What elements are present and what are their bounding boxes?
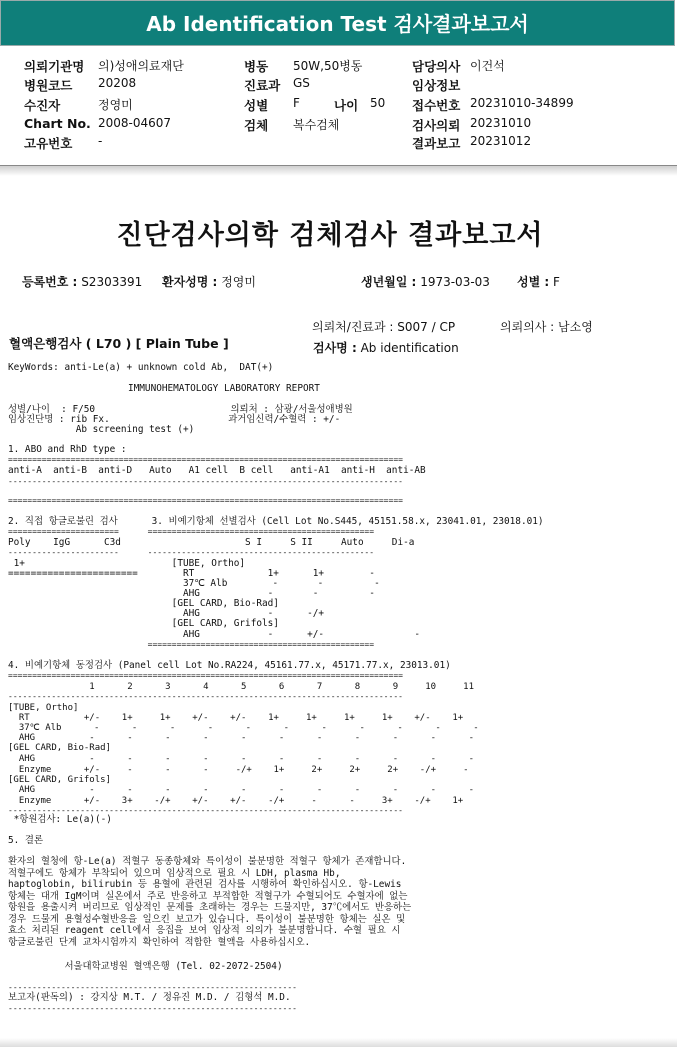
panel-row-10: Enzyme +/- 3+ -/+ +/- +/- -/+ - - 3+ -/+ 1+: [8, 796, 464, 806]
value-hospital-code: 20208: [98, 76, 137, 90]
panel-row-3: 37℃ Alb - - - - - - - - - - -: [8, 723, 479, 733]
value-requesting-doctor: 남소영: [558, 320, 593, 334]
blood-bank-title: 혈액은행검사 ( L70 ) [ Plain Tube ]: [9, 336, 229, 351]
section5-title: 5. 결론: [8, 835, 44, 846]
section4-rule-bottom: ----------------------------------------------------------------------------------: [8, 806, 403, 815]
panel-row-6: AHG - - - - - - - - - - -: [8, 754, 474, 764]
header-shadow: [0, 166, 677, 176]
section1-header: anti-A anti-B anti-D Auto A1 cell B cell anti-A1 anti-H anti-AB: [8, 465, 426, 476]
value-birth-date: 1973-03-03: [420, 275, 490, 289]
report-banner: Ab Identification Test 검사결과보고서: [0, 0, 675, 46]
value-examinee: 정영미: [98, 98, 133, 112]
value-registration-no: S2303391: [81, 275, 143, 289]
info-line-3: Ab screening test (+): [8, 424, 195, 435]
label-patient-name: 환자성명 :: [162, 275, 218, 289]
section23-header: Poly IgG C3d S I S II Auto Di-a: [8, 537, 415, 548]
section1-rule-mid: ----------------------------------------------------------------------------------: [8, 477, 403, 486]
label-unique-no: 고유번호: [24, 136, 73, 151]
section23-row-3: 37℃ Alb - - -: [8, 578, 380, 589]
panel-row-1: [TUBE, Ortho]: [8, 703, 79, 713]
antigen-test: *항원검사: Le(a)(-): [8, 814, 112, 825]
value-specimen: 복수검체: [293, 118, 340, 132]
section4-title: 4. 비예기항체 동정검사 (Panel cell Lot No.RA224, 45161.77.x, 45171.77.x, 23013.01): [8, 660, 451, 671]
section23-row-2: ======================= RT 1+ 1+ -: [8, 568, 375, 579]
section23-row-4: AHG - - -: [8, 588, 375, 599]
section23-eq: ======================= ===============================================: [8, 527, 375, 536]
section23-row-1: 1+ [TUBE, Ortho]: [8, 558, 246, 569]
panel-row-9: AHG - - - - - - - - - - -: [8, 785, 474, 795]
label-exam-name: 검사명 :: [313, 341, 357, 355]
value-receipt-no: 20231010-34899: [470, 96, 574, 110]
value-exam-name: Ab identification: [360, 341, 459, 355]
section23-dash: ----------------------- -----------------------------------------------: [8, 548, 375, 557]
section23-row-5: [GEL CARD, Bio-Rad]: [8, 598, 279, 609]
section23-title: 2. 직접 항글로불린 검사 3. 비예기항체 선별검사 (Cell Lot No.S445, 45151.58.x, 23041.01, 23018.01): [8, 516, 544, 527]
section23-row-7: [GEL CARD, Grifols]: [8, 618, 279, 629]
info-line-2: 임상진단명 : rib Fx. 과거임신력/수혈력 : +/-: [8, 414, 341, 425]
header-col1-row1: [24, 57, 84, 75]
panel-row-4: AHG - - - - - - - - - - -: [8, 733, 474, 743]
value-department: GS: [293, 76, 310, 90]
label-requesting-institution: 의뢰기관명: [24, 59, 85, 74]
panel-row-2: RT +/- 1+ 1+ +/- +/- 1+ 1+ 1+ 1+ +/- 1+: [8, 713, 464, 723]
section1-title: 1. ABO and RhD type :: [8, 444, 127, 455]
value-unique-no: -: [98, 134, 103, 148]
section23-row-6: AHG - -/+: [8, 608, 325, 619]
label-patient-sex: 성별 :: [517, 275, 550, 289]
value-dept-request: S007 / CP: [397, 320, 456, 334]
label-age: 나이: [334, 98, 359, 113]
label-receipt-no: 접수번호: [412, 98, 461, 113]
section4-rule-top: ==================================================================================: [8, 671, 403, 680]
value-age: 50: [370, 96, 386, 110]
section23-row-9: ===============================================: [8, 640, 375, 649]
section1-rule-bottom: ==================================================================================: [8, 496, 403, 505]
label-requesting-doctor: 의뢰의사 :: [500, 320, 559, 334]
label-specimen: 검체: [244, 118, 269, 133]
value-patient-name: 정영미: [221, 275, 256, 289]
value-request-date: 20231010: [470, 116, 532, 130]
label-sex: 성별: [244, 98, 269, 113]
section4-rule-mid: ----------------------------------------------------------------------------------: [8, 692, 403, 701]
info-line-1: 성별/나이 : F/50 의뢰처 : 삼광/서울성애병원: [8, 404, 353, 415]
conclusion-text: 환자의 혈청에 항-Le(a) 적혈구 동종항체와 특이성이 불분명한 적혈구 항체가 존재합니다. 적혈구에도 항체가 부착되어 있으며 임상적으로 필요 시 LDH, plasma Hb, haptoglobin, bilirubin 등 용혈에 관련된 검사를 시행하여 확인하십시오. 항-Lewis 항체는 대개 IgM이며 실온에서 주로 반응하고 부적합한 적혈구가 수혈되어도 수혈자에 없는 항원을 용출시켜 버리므로 임상적인 문제를 초래하는 경우는 드물지만, 37℃에서도 반응하는 경우 드물게 용혈성수혈반응을 일으킨 보고가 있습니다. 특이성이 불분명한 항체는 실온 및 효소 처리된 reagent cell에서 응집을 보여 임상적 의의가 불분명합니다. 수혈 필요 시 항글로불린 단계 교차시험까지 확인하여 적합한 혈액을 사용하십시오.: [8, 856, 412, 948]
panel-row-5: [GEL CARD, Bio-Rad]: [8, 743, 111, 753]
value-ward: 50W,50병동: [293, 59, 363, 73]
panel-row-8: [GEL CARD, Grifols]: [8, 775, 111, 785]
reporter-line: 보고자(판독의) : 강지상 M.T. / 정유진 M.D. / 김형석 M.D.: [8, 992, 291, 1003]
label-birth-date: 생년월일 :: [361, 275, 417, 289]
label-registration-no: 등록번호 :: [22, 275, 78, 289]
footer-rule-bottom: ------------------------------------------------------------: [8, 1004, 297, 1013]
value-patient-sex: F: [553, 275, 560, 289]
value-attending-doctor: 이건석: [470, 59, 505, 73]
label-attending-doctor: 담당의사: [412, 59, 461, 74]
value-requesting-institution: 의)성애의료재단: [98, 59, 184, 73]
keywords-line: KeyWords: anti-Le(a) + unknown cold Ab, DAT(+): [8, 362, 274, 373]
label-request-date: 검사의뢰: [412, 118, 461, 133]
value-chart-no: 2008-04607: [98, 116, 172, 130]
label-dept-request: 의뢰처/진료과 :: [312, 320, 398, 334]
bottom-edge: [0, 1038, 677, 1047]
label-examinee: 수진자: [24, 98, 61, 113]
section23-row-8: AHG - +/- -: [8, 629, 421, 640]
label-chart-no: Chart No.: [24, 116, 91, 131]
document-title: 진단검사의학 검체검사 결과보고서: [116, 220, 544, 251]
label-report-date: 결과보고: [412, 136, 461, 151]
label-department: 진료과: [244, 78, 281, 93]
lab-report-title: IMMUNOHEMATOLOGY LABORATORY REPORT: [128, 383, 320, 394]
label-ward: 병동: [244, 59, 269, 74]
section1-rule-top: ==================================================================================: [8, 455, 403, 464]
panel-header: 1 2 3 4 5 6 7 8 9 10 11: [8, 682, 474, 692]
value-report-date: 20231012: [470, 134, 532, 148]
value-sex: F: [293, 96, 300, 110]
label-clinical-info: 임상정보: [412, 78, 461, 93]
label-hospital-code: 병원코드: [24, 78, 73, 93]
footer-rule-top: ------------------------------------------------------------: [8, 983, 297, 992]
hospital-contact: 서울대학교병원 혈액은행 (Tel. 02-2072-2504): [8, 961, 283, 972]
panel-row-7: Enzyme +/- - - - -/+ 1+ 2+ 2+ 2+ -/+ -: [8, 765, 469, 775]
